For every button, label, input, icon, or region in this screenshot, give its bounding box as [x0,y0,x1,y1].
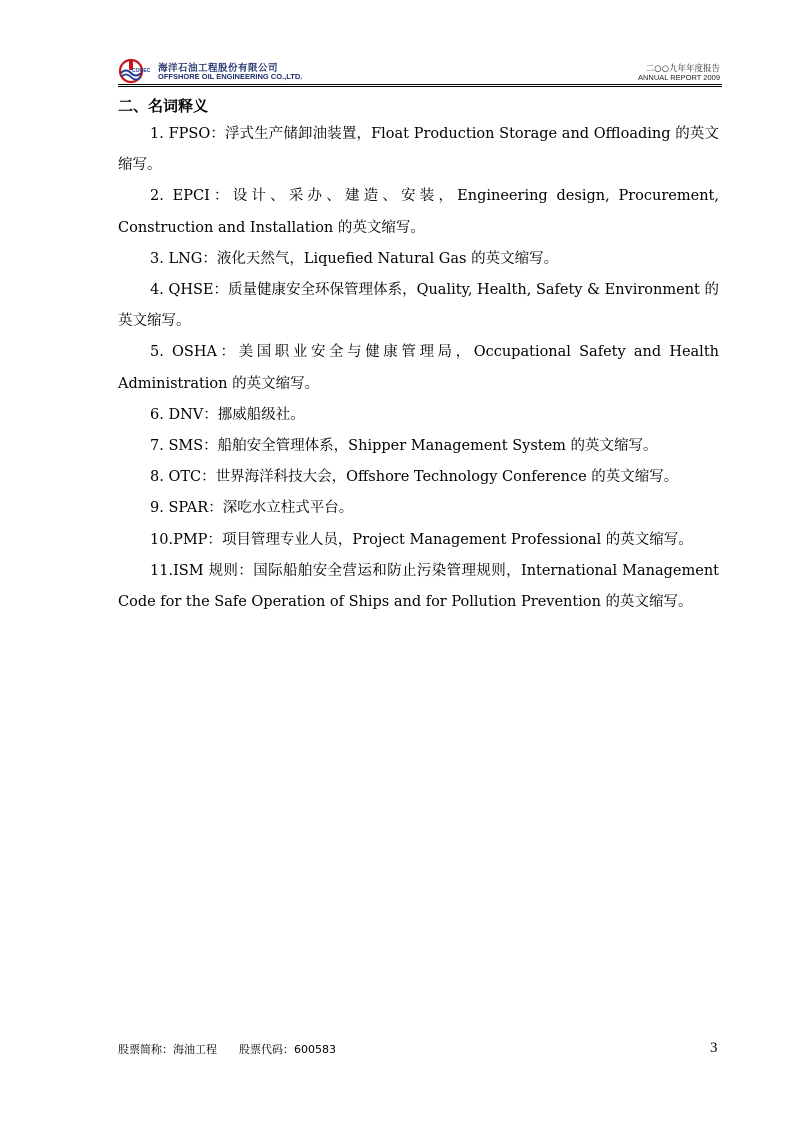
term-abbr: OTC： [168,469,216,486]
term-item [118,400,719,431]
term-abbr: OSHA： [172,344,239,361]
term-definition: 美国职业安全与健康管理局，Occupational Safety and Health Administration 的英文缩写。 [118,344,719,392]
term-definition: 项目管理专业人员，Project Management Professional 的英文缩写。 [221,531,693,548]
section-title: 二、名词释义 [118,97,209,115]
term-number: 8. [150,469,169,486]
stock-name: 股票简称：海油工程 [118,1043,217,1056]
cooec-logo-icon [118,58,158,84]
company-name-en: OFFSHORE OIL ENGINEERING CO.,LTD. [158,72,303,81]
term-abbr: EPCI： [172,188,233,205]
term-abbr: DNV： [168,406,218,423]
header-rule-thin [118,86,722,87]
term-definition: 质量健康安全环保管理体系，Quality, Health, Safety & Environment 的英文缩写。 [118,282,719,330]
term-abbr: ISM 规则： [173,562,254,579]
term-number: 4. [150,282,169,299]
term-definition: 世界海洋科技大会，Offshore Technology Conference 的英文缩写。 [215,469,679,486]
term-abbr: QHSE： [168,282,229,299]
term-definition: 挪威船级社。 [217,406,305,423]
term-number: 7. [150,438,169,455]
term-item [118,493,719,524]
term-number: 2. [150,188,173,205]
term-number: 1. [150,126,169,142]
term-number: 6. [150,406,169,423]
term-item [118,462,719,493]
header-rule-thick [118,84,722,85]
report-title-en: ANNUAL REPORT 2009 [638,73,720,82]
term-number: 9. [150,500,169,517]
term-number: 5. [150,344,173,361]
term-abbr: LNG： [168,250,217,267]
term-number: 11. [150,562,174,579]
term-abbr: SMS： [168,438,218,455]
term-number: 3. [150,250,169,267]
term-abbr: FPSO： [168,126,225,142]
term-item [118,337,719,399]
report-title-cn: 二○○九年年度报告 [645,64,720,74]
page-number: 3 [710,1040,718,1056]
stock-code: 股票代码：600583 [239,1043,336,1056]
page-header [118,54,722,86]
term-item [118,119,719,181]
terms-list [118,119,719,618]
term-item [118,525,719,556]
page-footer [118,1041,336,1057]
term-abbr: SPAR： [168,500,223,517]
term-definition: 液化天然气，Liquefied Natural Gas 的英文缩写。 [216,250,559,267]
term-number: 10. [150,531,174,548]
term-item [118,431,719,462]
company-name-cn: 海洋石油工程股份有限公司 [158,63,279,74]
term-definition: 船舶安全管理体系，Shipper Management System 的英文缩写。 [217,438,658,455]
term-definition: 深吃水立柱式平台。 [222,500,354,517]
term-item [118,244,719,275]
logo-text: COOEC [132,68,151,74]
term-item [118,181,719,243]
term-definition: 浮式生产储卸油装置，Float Production Storage and Offloading 的英文缩写。 [118,126,719,174]
term-definition: 国际船舶安全营运和防止污染管理规则，International Management Code for the Safe Operation of Ships and for Pollution Prevention 的英文缩写。 [118,562,719,611]
term-item [118,556,719,618]
term-abbr: PMP： [173,531,222,548]
term-item [118,275,719,337]
term-definition: 设计、采办、建造、安装，Engineering design, Procurement, Construction and Installation 的英文缩写。 [118,188,719,236]
